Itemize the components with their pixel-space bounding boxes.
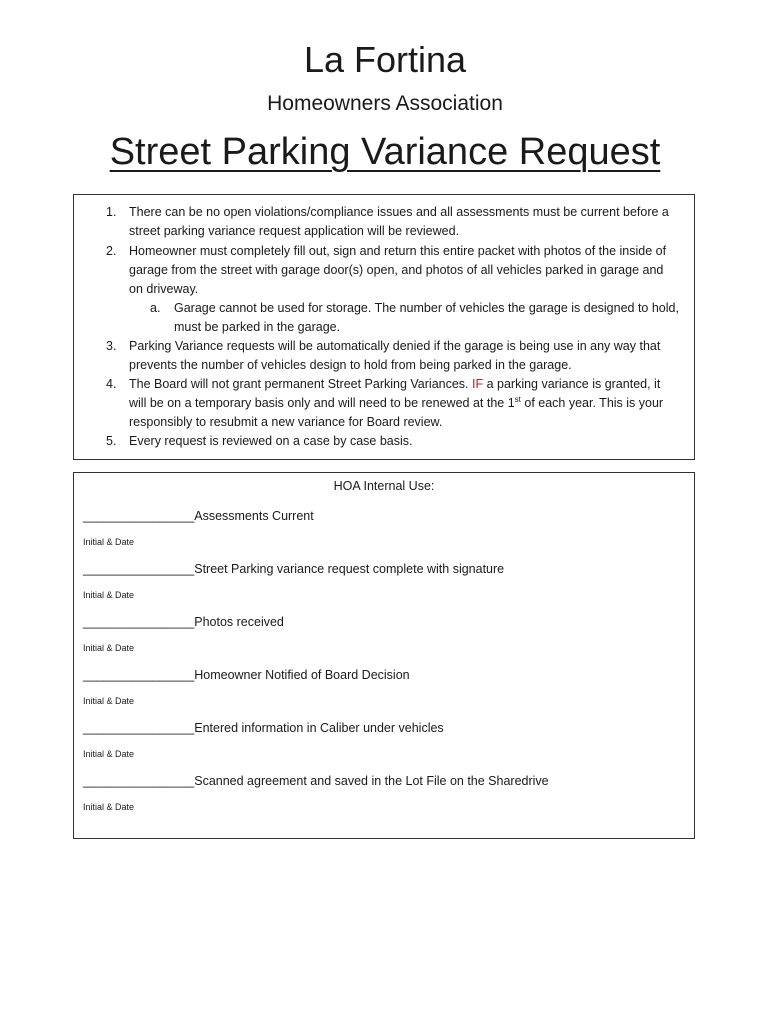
rule-number: 2. bbox=[106, 244, 117, 258]
rule-number: 5. bbox=[106, 434, 117, 448]
rule-number: 1. bbox=[106, 205, 117, 219]
initial-date-label: Initial & Date bbox=[83, 749, 135, 759]
initial-date-label: Initial & Date bbox=[83, 643, 135, 653]
checklist-label: Entered information in Caliber under vehicles bbox=[194, 721, 444, 735]
document-title bbox=[0, 128, 770, 176]
initial-blank[interactable]: ________________ bbox=[83, 615, 195, 629]
rule-text bbox=[129, 375, 676, 432]
initial-blank[interactable]: ________________ bbox=[83, 774, 195, 788]
rule-text: Every request is reviewed on a case by case basis. bbox=[129, 434, 413, 448]
rule-text-part: a parking variance is granted, it will be on a temporary basis only and will need to be renewed at the 1 bbox=[129, 377, 661, 410]
initial-blank[interactable]: ________________ bbox=[83, 509, 195, 523]
checklist-label: Homeowner Notified of Board Decision bbox=[194, 668, 410, 682]
hoa-internal-use-box bbox=[73, 472, 695, 839]
initial-blank[interactable]: ________________ bbox=[83, 562, 195, 576]
internal-use-title: HOA Internal Use: bbox=[333, 479, 435, 493]
checklist-label: Scanned agreement and saved in the Lot File on the Sharedrive bbox=[194, 774, 549, 788]
rule-text: There can be no open violations/compliance issues and all assessments must be current before a street parking variance request application will be reviewed. bbox=[129, 205, 669, 238]
initial-date-label: Initial & Date bbox=[83, 696, 135, 706]
checklist-line bbox=[83, 562, 504, 576]
rule-emphasis: IF bbox=[472, 377, 484, 391]
rule-text: Garage cannot be used for storage. The number of vehicles the garage is designed to hold, must be parked in the garage. bbox=[174, 301, 679, 334]
checklist-label: Assessments Current bbox=[194, 509, 314, 523]
rule-text-part: of each year. This is your responsibly to resubmit a new variance for Board review. bbox=[129, 396, 664, 429]
rule-number: 3. bbox=[106, 339, 117, 353]
rule-text: Parking Variance requests will be automatically denied if the garage is being use in any way that prevents the number of vehicles design to hold from being parked in the garage. bbox=[129, 339, 661, 372]
rule-superscript: st bbox=[514, 394, 521, 404]
rule-text-part: The Board will not grant permanent Street Parking Variances. bbox=[129, 377, 472, 391]
checklist-label: Street Parking variance request complete with signature bbox=[194, 562, 505, 576]
checklist-label: Photos received bbox=[194, 615, 284, 629]
checklist-line bbox=[83, 668, 410, 682]
rules-box bbox=[73, 194, 695, 460]
checklist-line bbox=[83, 774, 549, 788]
initial-blank[interactable]: ________________ bbox=[83, 668, 195, 682]
rule-number: a. bbox=[150, 301, 161, 315]
initial-blank[interactable]: ________________ bbox=[83, 721, 195, 735]
checklist-line bbox=[83, 721, 444, 735]
org-subtitle: Homeowners Association bbox=[267, 92, 503, 115]
initial-date-label: Initial & Date bbox=[83, 802, 135, 812]
rule-text: Homeowner must completely fill out, sign and return this entire packet with photos of the inside of garage from the street with garage door(s) open, and photos of all vehicles parked in garage and on driveway. bbox=[129, 244, 667, 296]
org-name: La Fortina bbox=[303, 39, 467, 80]
initial-date-label: Initial & Date bbox=[83, 537, 135, 547]
checklist-line bbox=[83, 509, 314, 523]
checklist-line bbox=[83, 615, 284, 629]
document-title-text: Street Parking Variance Request bbox=[109, 131, 661, 173]
initial-date-label: Initial & Date bbox=[83, 590, 135, 600]
rule-number: 4. bbox=[106, 377, 117, 391]
